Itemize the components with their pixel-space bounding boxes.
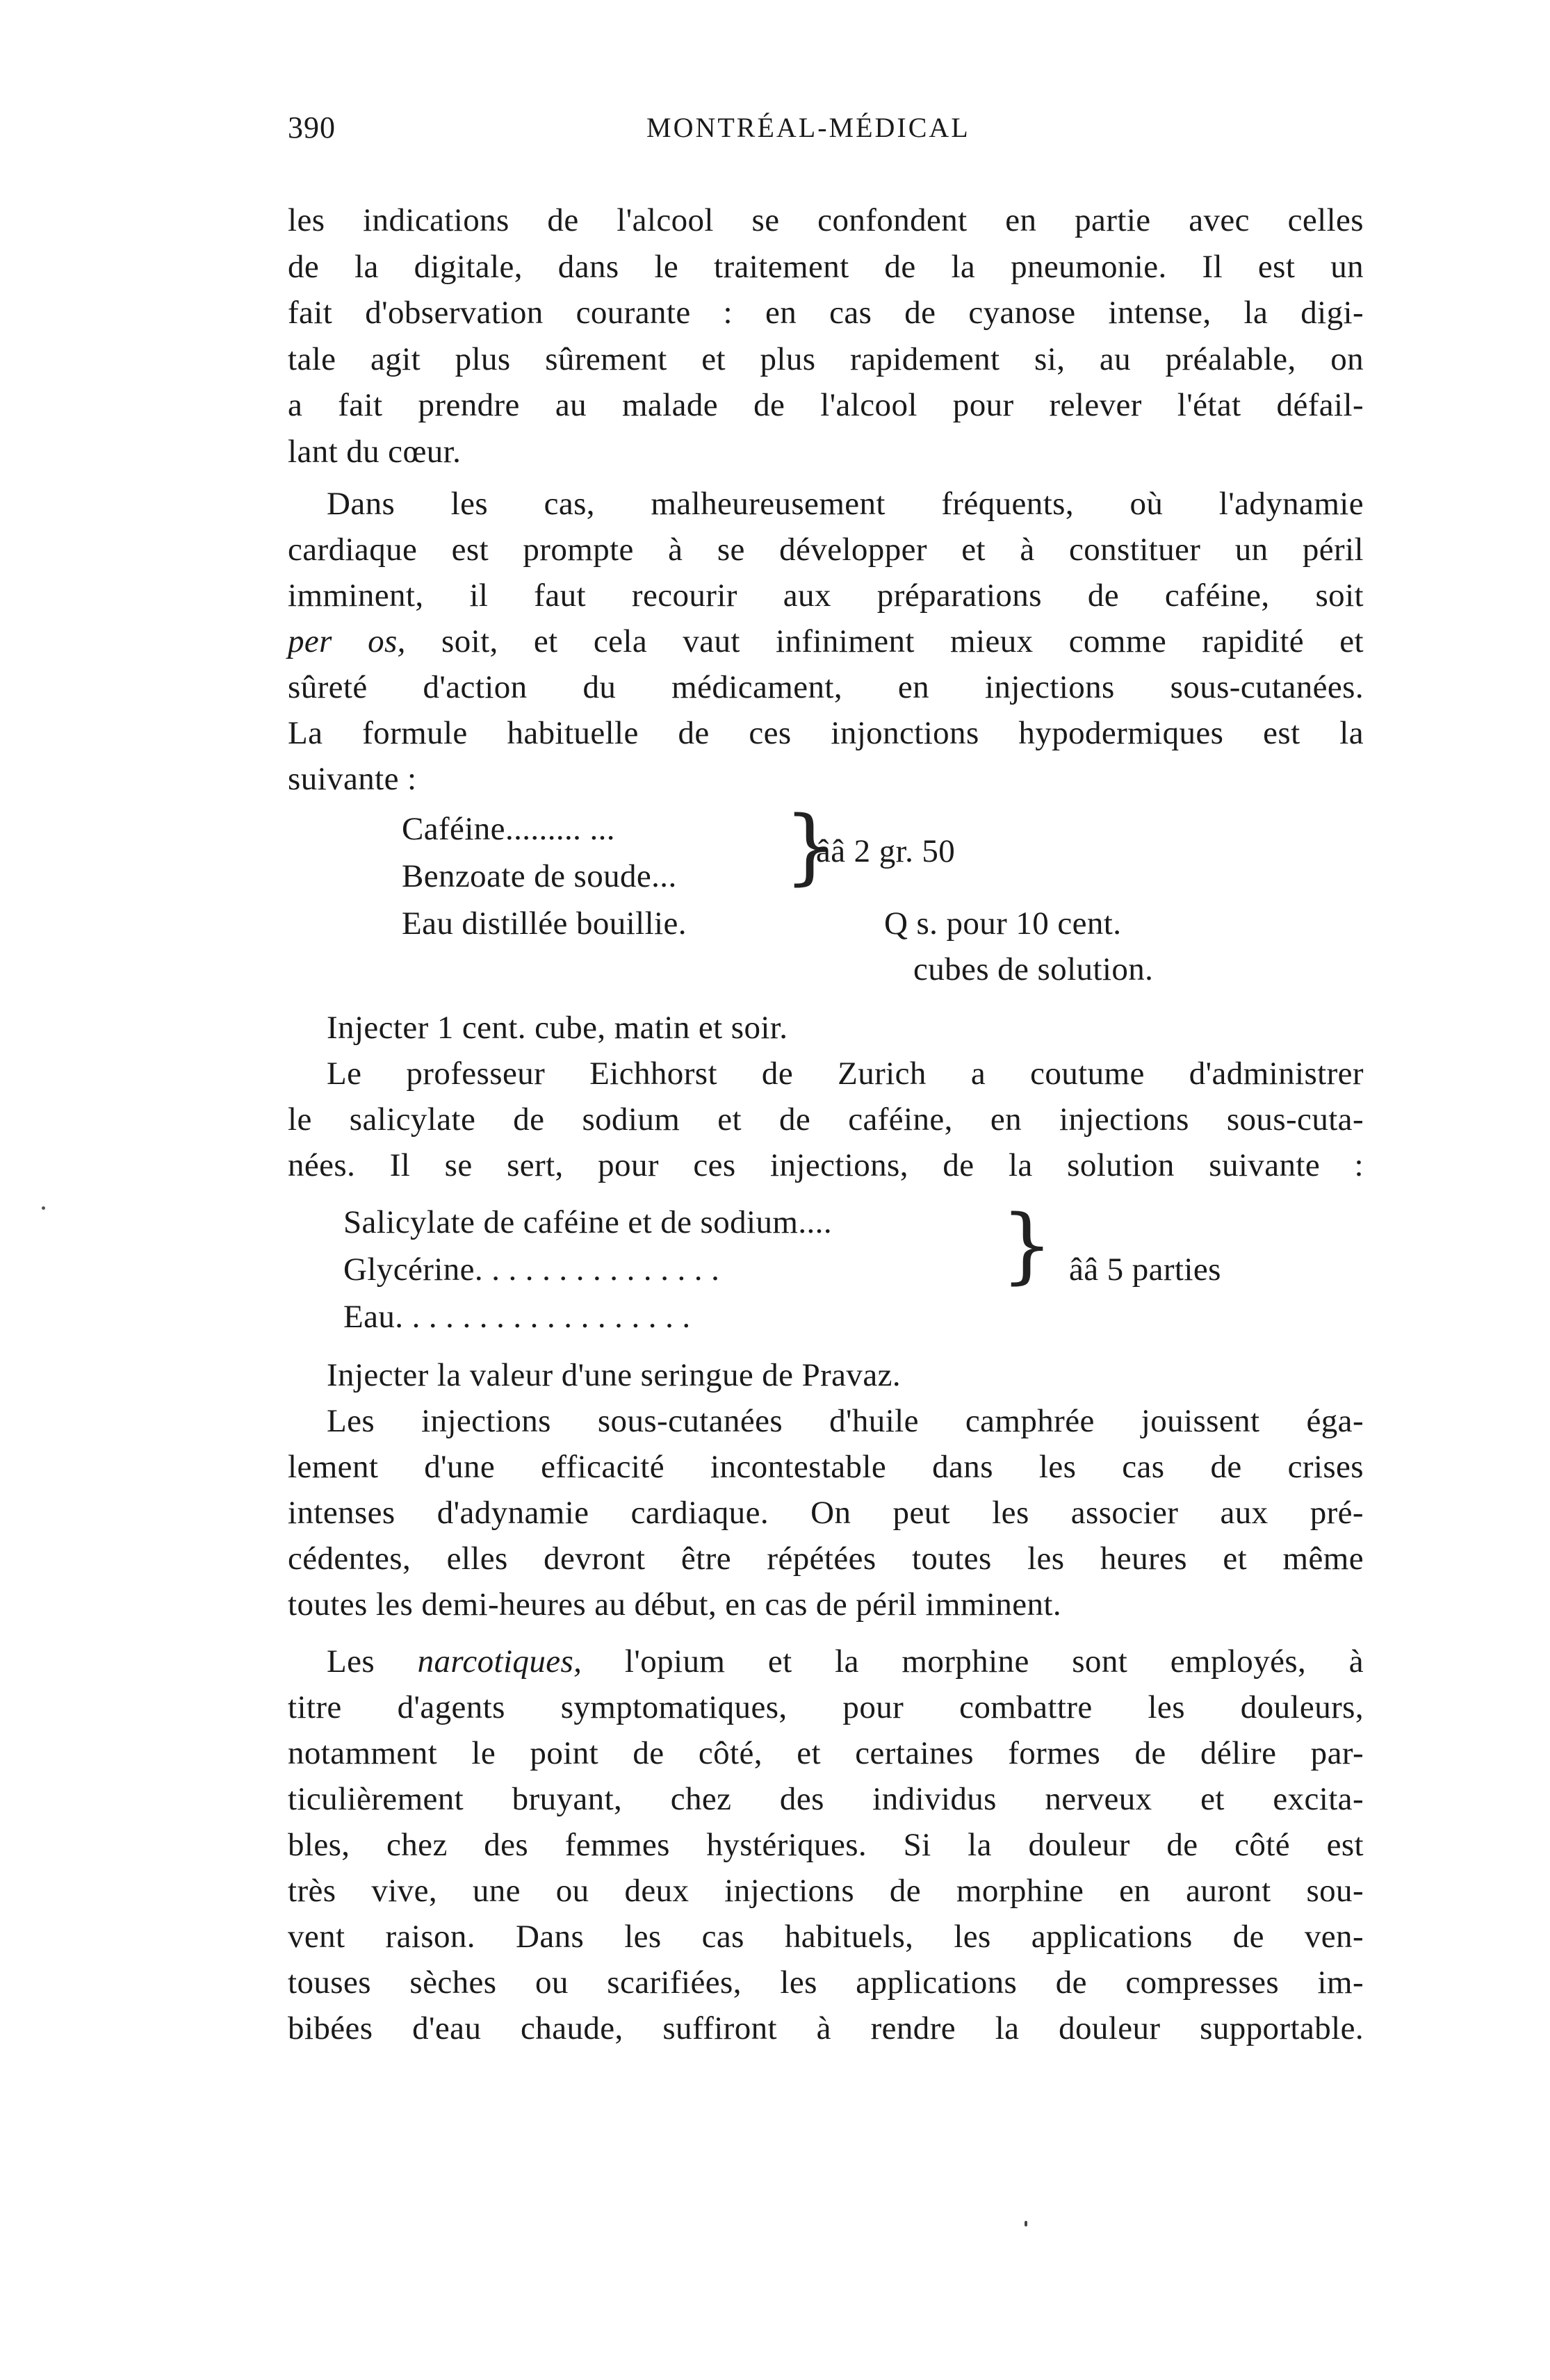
text-line: Injecter la valeur d'une seringue de Pravaz. (327, 1357, 901, 1393)
text-line: les indications de l'alcool se confondent en partie avec celles (288, 202, 1364, 238)
formula-quantity: Q s. pour 10 cent. (884, 905, 1122, 942)
text-line: très vive, une ou deux injections de morphine en auront sou- (288, 1873, 1364, 1909)
text-line: La formule habituelle de ces injonctions hypodermiques est la (288, 715, 1364, 751)
text-line: cédentes, elles devront être répétées toutes les heures et même (288, 1541, 1364, 1577)
text-line: Les injections sous-cutanées d'huile camphrée jouissent éga- (327, 1403, 1364, 1439)
text-run: l'opium et la morphine sont employés, à (582, 1643, 1364, 1680)
text-line: vent raison. Dans les cas habituels, les applications de ven- (288, 1919, 1364, 1955)
text-line: le salicylate de sodium et de caféine, en injections sous-cuta- (288, 1101, 1364, 1138)
text-line: intenses d'adynamie cardiaque. On peut les associer aux pré- (288, 1495, 1364, 1531)
text-line: bles, chez des femmes hystériques. Si la douleur de côté est (288, 1827, 1364, 1863)
curly-brace: } (1001, 1197, 1054, 1292)
text-line (288, 623, 1364, 660)
text-line: fait d'observation courante : en cas de cyanose intense, la digi- (288, 295, 1364, 331)
text-line: touses sèches ou scarifiées, les applications de compresses im- (288, 1964, 1364, 2001)
text-line: a fait prendre au malade de l'alcool pour relever l'état défail- (288, 387, 1364, 423)
text-line: Injecter 1 cent. cube, matin et soir. (327, 1010, 788, 1046)
text-line: tale agit plus sûrement et plus rapidement si, au préalable, on (288, 341, 1364, 377)
text-line: notamment le point de côté, et certaines formes de délire par- (288, 1735, 1364, 1771)
text-line: suivante : (288, 761, 417, 797)
running-title: MONTRÉAL-MÉDICAL (646, 112, 970, 143)
formula-ingredient: Eau distillée bouillie. (402, 905, 687, 942)
text-line: cardiaque est prompte à se développer et à constituer un péril (288, 532, 1364, 568)
text-run: soit, et cela vaut infiniment mieux comme rapidité et (405, 623, 1364, 659)
formula-ingredient: Caféine......... ... (402, 811, 615, 847)
text-line: lement d'une efficacité incontestable dans les cas de crises (288, 1449, 1364, 1485)
formula-ingredient: Glycérine. . . . . . . . . . . . . . . (343, 1251, 720, 1288)
ink-speck (1025, 2221, 1027, 2226)
formula-ingredient: Benzoate de soude... (402, 858, 677, 894)
page-number: 390 (288, 110, 336, 145)
formula-ingredient: Salicylate de caféine et de sodium.... (343, 1204, 832, 1240)
text-line: lant du cœur. (288, 434, 462, 470)
text-line: toutes les demi-heures au début, en cas de péril imminent. (288, 1586, 1062, 1623)
formula-dose: ââ 5 parties (1069, 1251, 1221, 1288)
curly-brace: } (784, 798, 837, 894)
text-line: sûreté d'action du médicament, en injections sous-cutanées. (288, 669, 1364, 705)
formula-ingredient: Eau. . . . . . . . . . . . . . . . . . (343, 1299, 691, 1335)
italic-phrase: per os, (288, 623, 406, 659)
italic-phrase: narcotiques, (417, 1643, 582, 1680)
formula-dose: ââ 2 gr. 50 (816, 833, 956, 869)
text-line: imminent, il faut recourir aux préparations de caféine, soit (288, 577, 1364, 614)
text-line: bibées d'eau chaude, suffiront à rendre la douleur supportable. (288, 2010, 1364, 2046)
text-line: Le professeur Eichhorst de Zurich a coutume d'administrer (327, 1056, 1364, 1092)
formula-quantity: cubes de solution. (913, 951, 1154, 987)
text-line: ticulièrement bruyant, chez des individus nerveux et excita- (288, 1781, 1364, 1817)
text-run: Les (327, 1643, 418, 1680)
text-line (327, 1643, 1364, 1680)
text-line: de la digitale, dans le traitement de la pneumonie. Il est un (288, 249, 1364, 285)
text-line: titre d'agents symptomatiques, pour combattre les douleurs, (288, 1689, 1364, 1725)
margin-speck (42, 1206, 45, 1210)
text-line: Dans les cas, malheureusement fréquents, où l'adynamie (327, 486, 1364, 522)
text-line: nées. Il se sert, pour ces injections, de la solution suivante : (288, 1147, 1364, 1183)
